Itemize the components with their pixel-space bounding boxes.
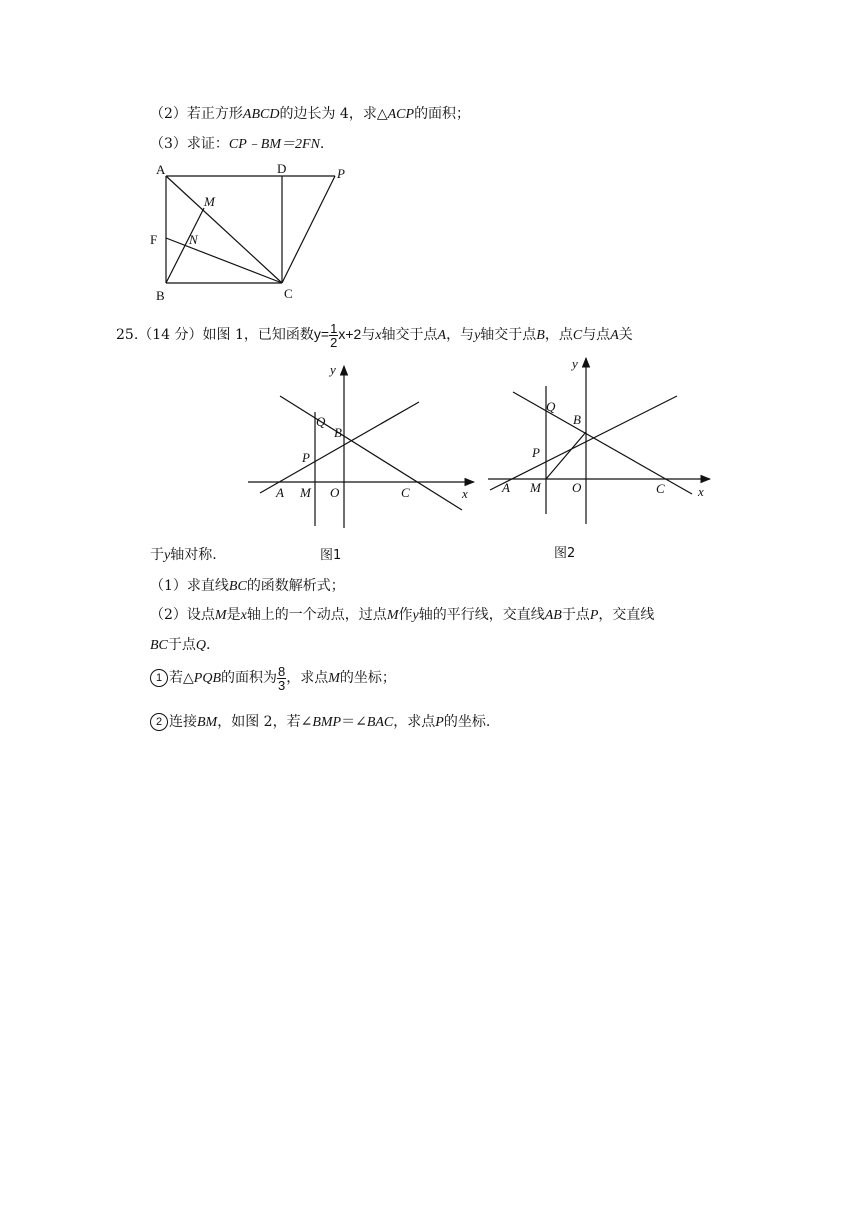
segment-AC <box>166 176 282 283</box>
fig2-label-x: x <box>698 484 704 499</box>
q24-part3: （3）求证：CP﹣BM＝2FN. <box>150 136 325 152</box>
circled-number-1: 1 <box>150 669 168 687</box>
fig1-label-B: B <box>334 425 342 440</box>
figure-1-caption: 图1 <box>320 548 342 563</box>
fig2-label-Q: Q <box>546 399 556 414</box>
segment-FC <box>166 238 282 283</box>
q25-sub2: （2）设点M是x轴上的一个动点，过点M作y轴的平行线，交直线AB于点P，交直线 <box>150 607 655 623</box>
q24-figure <box>140 158 360 308</box>
q25-line2: 于y轴对称. <box>150 547 217 563</box>
segment-CP <box>282 176 335 283</box>
segment-BM <box>546 432 586 479</box>
fig2-label-O: O <box>572 480 582 495</box>
fig1-label-M: M <box>300 485 311 500</box>
q25-sub2-cont: BC于点Q. <box>150 637 211 653</box>
q25-intro: 25.（14 分）如图 1，已知函数y= $\frac{1}{2}$ x+2与x轴交于点A，与y轴交于点B，点C与点A关 <box>116 320 633 350</box>
q25-figure-2 <box>484 356 724 526</box>
circled-number-2: 2 <box>150 713 168 731</box>
fraction-half: $\frac{1}{2}$ <box>330 320 338 350</box>
fraction-eight-thirds: $\frac{8}{3}$ <box>278 663 286 693</box>
label-F: F <box>150 232 158 247</box>
label-M: M <box>204 194 215 209</box>
label-P: P <box>337 166 345 181</box>
fig1-label-x: x <box>462 486 468 501</box>
line-AB <box>490 396 677 490</box>
fig2-label-C: C <box>656 481 665 496</box>
line-AB <box>260 402 419 493</box>
fig1-label-A: A <box>276 485 284 500</box>
q25-circle-1: 1 若△PQB的面积为 $\frac{8}{3}$ ，求点M的坐标； <box>150 662 396 695</box>
q24-part2: （2）若正方形ABCD的边长为 4，求△ACP的面积； <box>150 106 471 122</box>
fig2-label-B: B <box>573 412 581 427</box>
fig2-label-y: y <box>572 356 578 371</box>
fig2-label-A: A <box>502 480 510 495</box>
q25-figure-1 <box>244 360 484 530</box>
q25-sub1: （1）求直线BC的函数解析式； <box>150 578 345 594</box>
fig2-label-M: M <box>530 480 541 495</box>
label-N: N <box>189 232 198 247</box>
fig1-label-O: O <box>330 485 340 500</box>
label-A: A <box>156 162 166 177</box>
label-D: D <box>277 161 287 176</box>
figure-2-caption: 图2 <box>554 546 576 561</box>
fig1-label-C: C <box>401 485 410 500</box>
fig1-label-y: y <box>330 362 336 377</box>
label-C: C <box>284 286 293 301</box>
label-B: B <box>156 288 165 303</box>
fig1-label-Q: Q <box>316 414 326 429</box>
fig1-label-P: P <box>302 450 310 465</box>
q25-circle-2: 2 连接BM，如图 2，若∠BMP＝∠BAC，求点P的坐标. <box>150 712 490 733</box>
fig2-label-P: P <box>532 445 540 460</box>
